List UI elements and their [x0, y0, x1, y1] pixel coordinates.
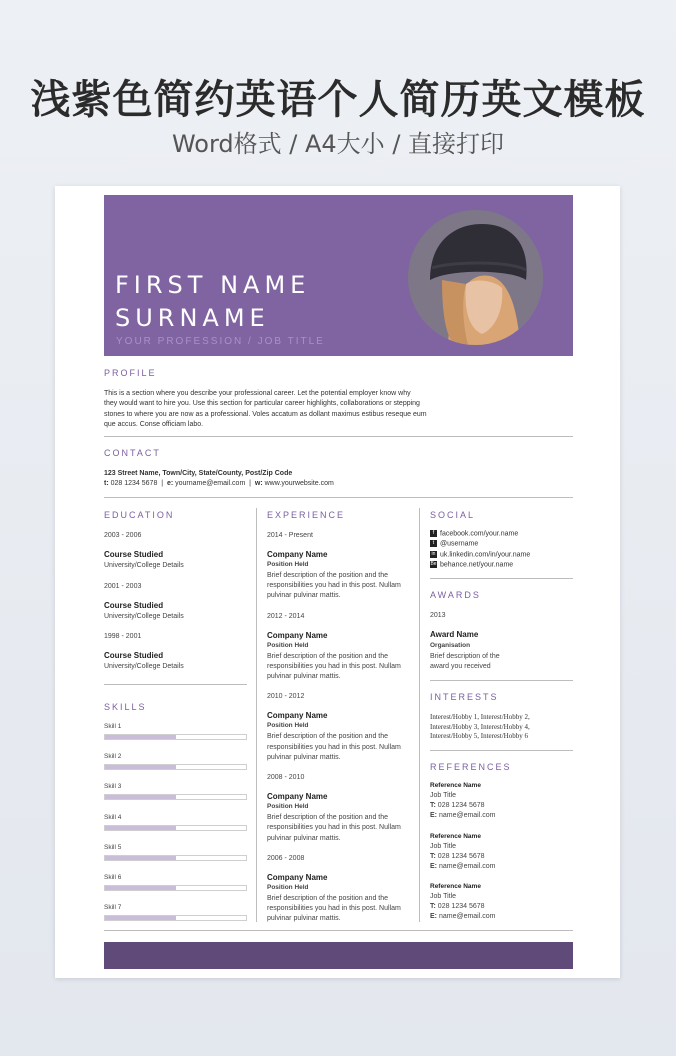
divider	[430, 680, 573, 681]
experience-position: Position Held	[267, 803, 309, 811]
reference-job-title: Job Title	[430, 792, 457, 799]
skill-label: Skill 6	[104, 874, 122, 881]
phone-value: 028 1234 5678	[437, 903, 485, 910]
website-value[interactable]: www.yourwebsite.com	[264, 480, 334, 487]
social-item[interactable]	[430, 530, 518, 537]
experience-description	[267, 571, 412, 602]
footer-bar	[104, 942, 573, 969]
skill-bar-fill	[105, 765, 176, 769]
skill-label: Skill 3	[104, 783, 122, 791]
promo-title: 浅紫色简约英语个人简历英文模板	[30, 77, 646, 123]
skill-bar-fill	[105, 916, 176, 920]
profile-photo	[408, 210, 543, 345]
social-link[interactable]: behance.net/your.name	[440, 561, 514, 569]
education-date: 2001 - 2003	[104, 583, 142, 590]
reference-name: Reference Name	[430, 883, 481, 890]
profile-line: This is a section where you describe your professional career. Let the potential employer know why	[104, 390, 411, 397]
experience-desc-line: Brief description of the position and the	[267, 733, 389, 741]
skills-heading: SKILLS	[104, 702, 147, 712]
profile-heading: PROFILE	[104, 368, 157, 378]
skill-bar-fill	[105, 735, 176, 739]
separator: |	[249, 480, 251, 487]
experience-desc-line: pulvinar pulvinar mattis.	[267, 592, 341, 600]
phone-label: t:	[104, 480, 109, 487]
experience-desc-line: responsibilities you had in this post. Nullam	[267, 824, 401, 832]
interests-text	[430, 713, 530, 742]
reference-job-title: Job Title	[430, 842, 457, 850]
skill-label: Skill 7	[104, 904, 122, 912]
award-desc-line: award you received	[430, 663, 491, 671]
divider	[104, 930, 573, 931]
promo-subtitle: Word格式 / A4大小 / 直接打印	[171, 130, 505, 158]
experience-desc-line: pulvinar pulvinar mattis.	[267, 834, 341, 842]
education-course: Course Studied	[104, 651, 164, 660]
interests-heading: INTERESTS	[430, 692, 499, 702]
facebook-icon: f	[430, 530, 437, 537]
skill-bar	[104, 794, 247, 800]
education-date: 2003 - 2006	[104, 532, 142, 539]
skill-bar-fill	[105, 886, 176, 890]
skill-bar	[104, 885, 247, 891]
experience-desc-line: pulvinar pulvinar mattis.	[267, 673, 341, 681]
experience-desc-line: Brief description of the position and the	[267, 652, 389, 660]
social-heading: SOCIAL	[430, 510, 476, 520]
experience-date: 2010 - 2012	[267, 693, 305, 701]
divider	[104, 436, 573, 437]
award-description	[430, 652, 570, 672]
skill-label: Skill 4	[104, 813, 122, 821]
education-date: 1998 - 2001	[104, 633, 142, 640]
email-value[interactable]: name@email.com	[438, 812, 496, 819]
skill-bar-fill	[105, 826, 176, 830]
interests-line: Interest/Hobby 5, Interest/Hobby 6	[430, 732, 528, 740]
experience-desc-line: responsibilities you had in this post. Nullam	[267, 905, 401, 912]
profile-text	[104, 389, 427, 430]
experience-company: Company Name	[267, 872, 328, 882]
experience-date: 2008 - 2010	[267, 774, 305, 782]
education-school: University/College Details	[104, 663, 184, 670]
reference-job-title: Job Title	[430, 893, 457, 900]
experience-date: 2014 - Present	[267, 532, 313, 539]
experience-description	[267, 732, 412, 763]
phone-value: 028 1234 5678	[437, 852, 485, 860]
experience-company: Company Name	[267, 711, 328, 721]
interests-line: Interest/Hobby 3, Interest/Hobby 4,	[430, 722, 530, 731]
award-desc-line: Brief description of the	[430, 653, 500, 660]
experience-position: Position Held	[267, 883, 309, 891]
reference-name: Reference Name	[430, 832, 481, 840]
email-value[interactable]: name@email.com	[438, 862, 496, 870]
divider	[104, 684, 247, 685]
phone-label: T:	[430, 802, 436, 809]
experience-description	[267, 894, 412, 925]
experience-position: Position Held	[267, 722, 309, 730]
email-value[interactable]: name@email.com	[438, 913, 496, 920]
contact-details	[104, 479, 334, 489]
education-course: Course Studied	[104, 550, 164, 559]
awards-heading: AWARDS	[430, 590, 481, 600]
skill-label: Skill 2	[104, 753, 122, 761]
experience-position: Position Held	[267, 641, 309, 649]
divider	[104, 497, 573, 498]
website-label: w:	[254, 480, 263, 487]
separator: |	[161, 480, 164, 487]
resume-header	[104, 195, 573, 356]
reference-email	[430, 812, 495, 819]
phone-value: 028 1234 5678	[110, 480, 158, 487]
profile-line: they would want to hire you. Use this section for particular career highlights, collaborations or stepping	[104, 400, 420, 408]
experience-date: 2006 - 2008	[267, 854, 305, 862]
reference-name: Reference Name	[430, 782, 481, 789]
behance-icon: Be	[430, 560, 437, 567]
experience-description	[267, 813, 412, 844]
skill-bar	[104, 764, 247, 770]
social-link[interactable]: uk.linkedin.com/in/your.name	[440, 550, 531, 558]
experience-desc-line: Brief description of the position and the	[267, 814, 389, 822]
email-label: E:	[430, 862, 437, 870]
skill-bar	[104, 825, 247, 831]
reference-phone	[430, 903, 485, 910]
job-title: YOUR PROFESSION / JOB TITLE	[116, 336, 325, 347]
experience-company: Company Name	[267, 550, 328, 559]
references-heading: REFERENCES	[430, 762, 512, 772]
award-date: 2013	[430, 612, 446, 619]
award-name: Award Name	[430, 630, 479, 639]
contact-address: 123 Street Name, Town/City, State/County, Post/Zip Code	[104, 470, 293, 477]
linkedin-icon: in	[431, 550, 436, 557]
skill-label: Skill 1	[104, 723, 122, 730]
profile-line: que accus. Conse officiam labo.	[104, 420, 204, 428]
experience-desc-line: pulvinar pulvinar mattis.	[267, 753, 341, 761]
social-link[interactable]: facebook.com/your.name	[440, 530, 519, 538]
education-school: University/College Details	[104, 613, 184, 620]
twitter-icon: t	[430, 540, 437, 547]
email-label: E:	[430, 913, 437, 920]
social-item[interactable]	[430, 540, 478, 547]
award-organisation: Organisation	[430, 642, 471, 649]
experience-company: Company Name	[267, 630, 328, 640]
skill-bar	[104, 734, 247, 740]
experience-desc-line: Brief description of the position and the	[267, 572, 389, 579]
experience-desc-line: pulvinar pulvinar mattis.	[267, 915, 341, 923]
reference-phone	[430, 853, 485, 860]
email-value[interactable]: yourname@email.com	[175, 480, 246, 487]
experience-desc-line: responsibilities you had in this post. Nullam	[267, 662, 401, 670]
surname: SURNAME	[115, 304, 270, 332]
experience-company: Company Name	[267, 792, 328, 802]
phone-label: T:	[430, 903, 436, 910]
resume-sheet	[55, 186, 620, 978]
column-divider	[419, 508, 420, 922]
phone-label: T:	[430, 852, 436, 860]
phone-value: 028 1234 5678	[437, 802, 485, 809]
skill-bar	[104, 915, 247, 921]
skill-bar	[104, 855, 247, 861]
experience-desc-line: Brief description of the position and the	[267, 894, 389, 902]
education-course: Course Studied	[104, 601, 164, 610]
social-item[interactable]	[430, 551, 530, 558]
experience-position: Position Held	[267, 561, 309, 568]
experience-desc-line: responsibilities you had in this post. Nullam	[267, 582, 401, 590]
divider	[430, 578, 573, 579]
experience-date: 2012 - 2014	[267, 612, 305, 620]
column-divider	[256, 508, 257, 922]
email-label: E:	[430, 812, 437, 819]
experience-heading: EXPERIENCE	[267, 510, 346, 520]
email-label: e:	[166, 480, 174, 487]
skill-bar-fill	[105, 795, 176, 799]
skill-label: Skill 5	[104, 843, 122, 851]
experience-desc-line: responsibilities you had in this post. Nullam	[267, 743, 401, 751]
education-heading: EDUCATION	[104, 510, 175, 520]
contact-heading: CONTACT	[104, 448, 161, 458]
profile-line: stones to where you are now as a professional. Voles accatum as dollant maximus estibus reseque eum	[104, 410, 427, 418]
skill-bar-fill	[105, 856, 176, 860]
education-school: University/College Details	[104, 562, 184, 569]
social-link[interactable]: @username	[440, 540, 479, 548]
interests-line: Interest/Hobby 1, Interest/Hobby 2,	[430, 713, 530, 721]
reference-email	[430, 863, 495, 870]
first-name: FIRST NAME	[115, 271, 311, 299]
reference-email	[430, 913, 495, 920]
reference-phone	[430, 802, 485, 809]
experience-description	[267, 652, 412, 683]
social-item[interactable]	[430, 561, 513, 568]
divider	[430, 750, 573, 751]
